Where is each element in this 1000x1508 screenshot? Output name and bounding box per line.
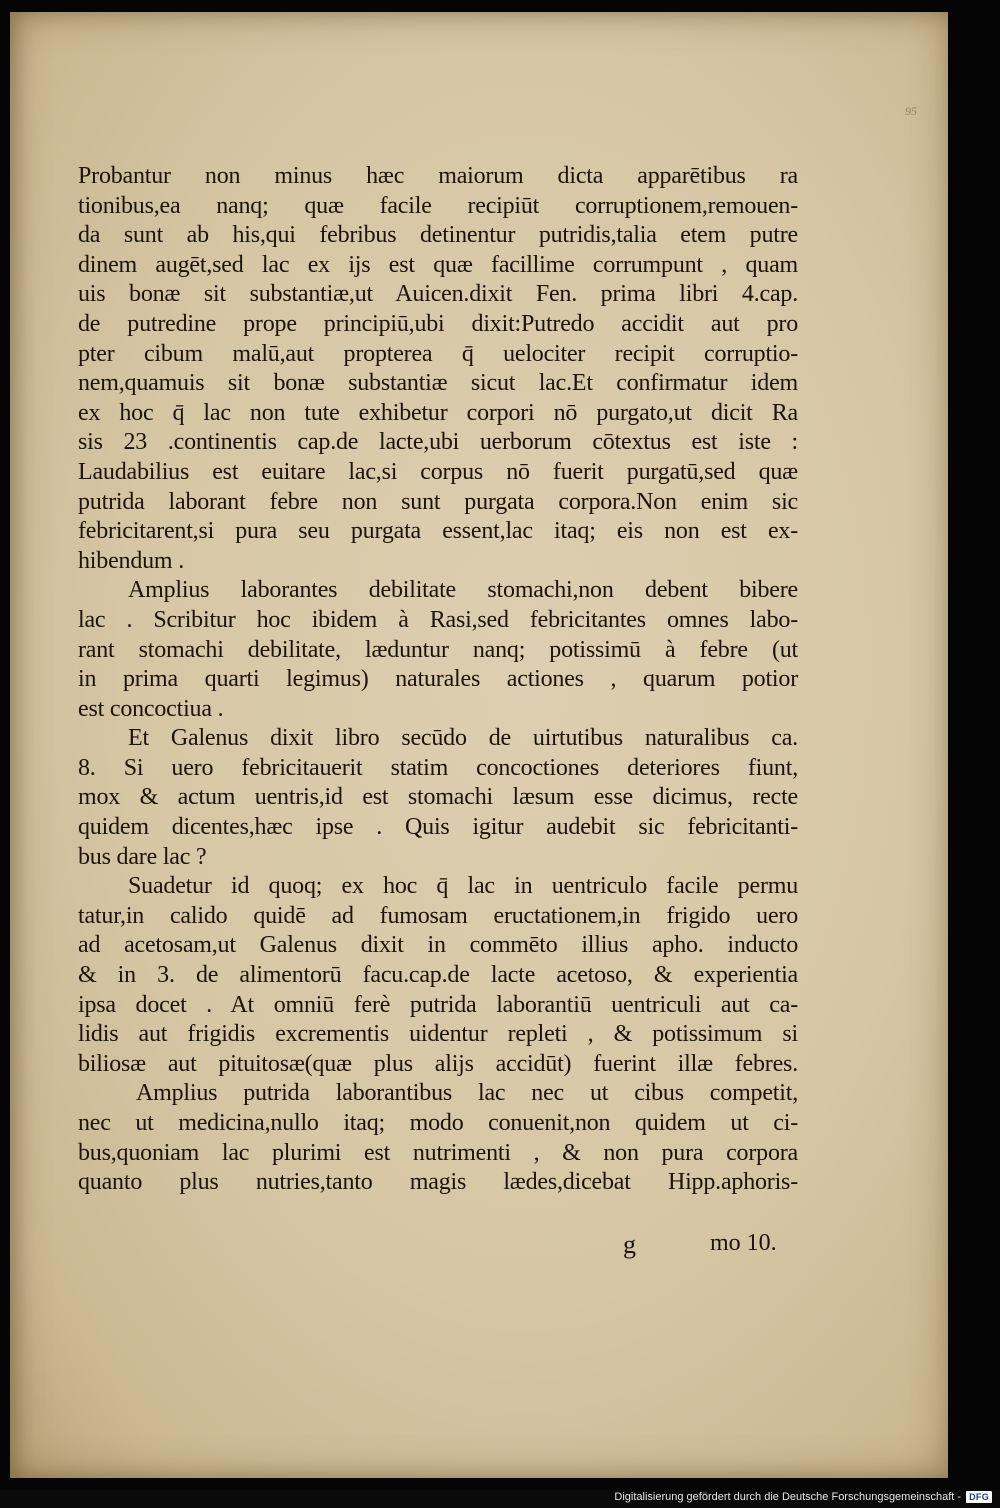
dfg-logo-icon: DFG [966, 1491, 992, 1503]
paragraph-start-line: Suadetur id quoq; ex hoc q̄ lac in uentriculo facile permu [128, 873, 798, 900]
text-line: da sunt ab his,qui febribus detinentur putridis,talia etem putre [78, 222, 798, 249]
text-line: lidis aut frigidis excrementis uidentur repleti , & potissimum si [78, 1021, 798, 1048]
text-line: sis 23 .continentis cap.de lacte,ubi uerborum cōtextus est iste : [78, 429, 798, 456]
text-block [78, 162, 798, 1198]
page-number: 95 [905, 104, 917, 118]
page-footer [78, 1230, 798, 1262]
text-line: hibendum . [78, 547, 184, 574]
paragraph-start-line: Et Galenus dixit libro secūdo de uirtutibus naturalibus ca. [128, 725, 798, 752]
text-line: bus dare lac ? [78, 843, 207, 870]
text-line: febricitarent,si pura seu purgata essent,lac itaq; eis non est ex- [78, 518, 798, 545]
text-line: biliosæ aut pituitosæ(quæ plus alijs accidūt) fuerint illæ febres. [78, 1050, 798, 1077]
text-line: lac . Scribitur hoc ibidem à Rasi,sed febricitantes omnes labo- [78, 606, 798, 633]
text-line: quanto plus nutries,tanto magis lædes,dicebat Hipp.aphoris- [78, 1169, 798, 1196]
text-line: nec ut medicina,nullo itaq; modo conuenit,non quidem ut ci- [78, 1110, 798, 1136]
text-line: in prima quarti legimus) naturales actiones , quarum potior [78, 666, 798, 693]
text-line: Laudabilius est euitare lac,si corpus nō fuerit purgatū,sed quæ [78, 458, 798, 485]
text-line: mox & actum uentris,id est stomachi læsum esse dicimus, recte [78, 784, 798, 811]
text-line: ipsa docet . At omniū ferè putrida laborantiū uentriculi aut ca- [78, 991, 798, 1018]
book-page [10, 12, 948, 1478]
text-line: tionibus,ea nanq; quæ facile recipiūt corruptionem,remouen- [78, 192, 798, 219]
text-line: est concoctiua . [78, 695, 224, 722]
attribution-text: Digitalisierung gefördert durch die Deutsche Forschungsgemeinschaft - [614, 1491, 962, 1503]
text-line: tatur,in calido quidē ad fumosam eructationem,in frigido uero [78, 902, 798, 929]
text-line: rant stomachi debilitate, læduntur nanq; potissimū à febre (ut [78, 636, 798, 663]
text-line: & in 3. de alimentorū facu.cap.de lacte acetoso, & experientia [78, 962, 798, 989]
text-line: uis bonæ sit substantiæ,ut Auicen.dixit Fen. prima libri 4.cap. [78, 281, 798, 308]
text-line: pter cibum malū,aut propterea q̄ uelociter recipit corruptio- [78, 340, 798, 367]
text-line: bus,quoniam lac plurimi est nutrimenti , & non pura corpora [78, 1139, 798, 1166]
text-line: Probantur non minus hæc maiorum dicta apparētibus ra [78, 163, 798, 189]
text-line: ad acetosam,ut Galenus dixit in commēto illius apho. inducto [78, 932, 798, 959]
text-line: quidem dicentes,hæc ipse . Quis igitur audebit sic febricitanti- [78, 814, 798, 841]
paragraph-start-line: Amplius putrida laborantibus lac nec ut cibus competit, [136, 1080, 798, 1107]
signature-mark: g [623, 1230, 636, 1259]
text-line: putrida laborant febre non sunt purgata corpora.Non enim sic [78, 488, 798, 515]
paragraph-start-line: Amplius laborantes debilitate stomachi,non debent bibere [128, 577, 798, 604]
text-line: de putredine prope principiū,ubi dixit:Putredo accidit aut pro [78, 310, 798, 337]
text-line: nem,quamuis sit bonæ substantiæ sicut lac.Et confirmatur idem [78, 370, 798, 397]
text-line: 8. Si uero febricitauerit statim concoctiones deteriores fiunt, [78, 754, 798, 781]
text-line: dinem augēt,sed lac ex ijs est quæ facillime corrumpunt , quam [78, 251, 798, 278]
catchword: mo 10. [710, 1230, 777, 1256]
funding-attribution [614, 1488, 992, 1506]
text-line: ex hoc q̄ lac non tute exhibetur corpori nō purgato,ut dicit Ra [78, 399, 798, 426]
